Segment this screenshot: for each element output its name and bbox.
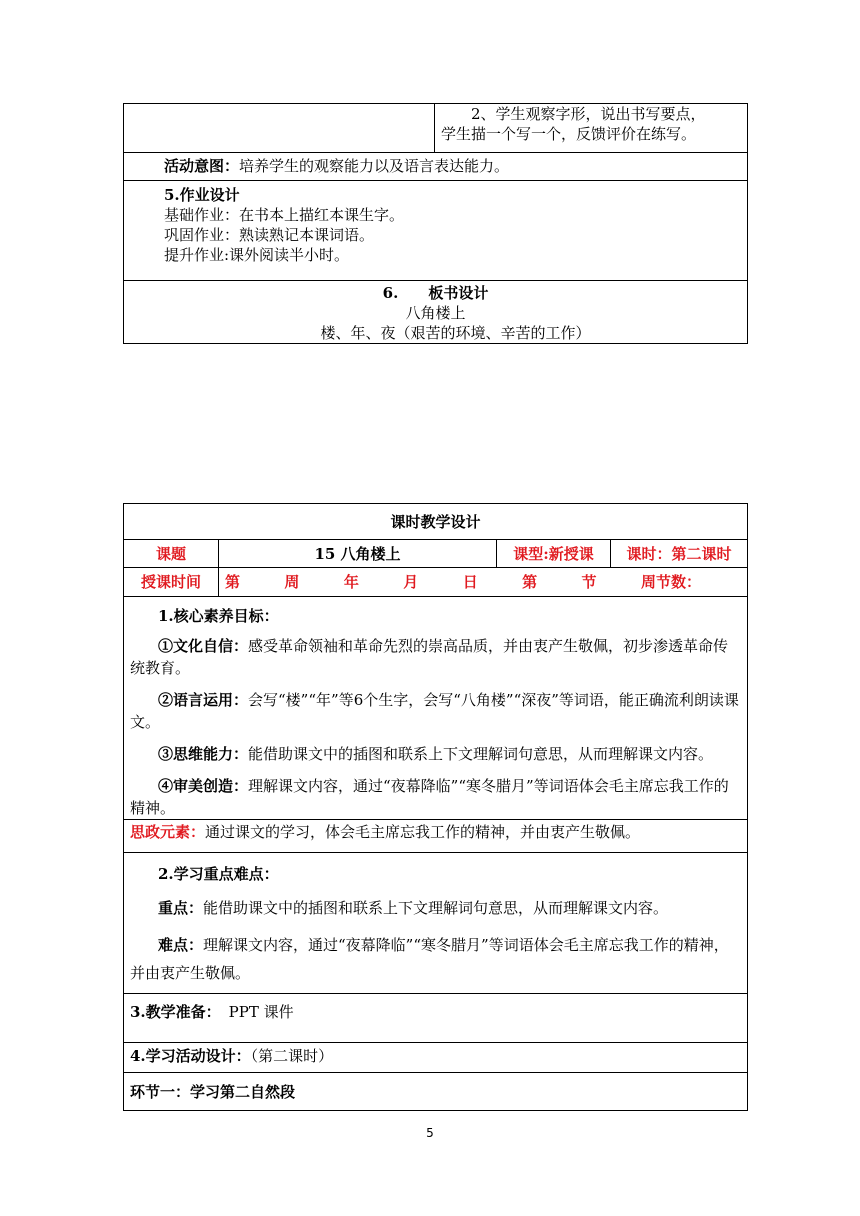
topic-label: 课题 <box>124 540 219 568</box>
objective-label: ③思维能力： <box>158 745 249 763</box>
board-number: 6. <box>382 284 399 302</box>
ideology-label: 思政元素： <box>130 823 206 841</box>
empty-cell <box>124 104 435 153</box>
objective-item <box>130 689 741 733</box>
key-points-section <box>124 853 748 994</box>
difficulty-point <box>130 931 741 987</box>
focus-point <box>130 897 741 919</box>
board-design-title <box>130 283 741 303</box>
difficulty-text: 理解课文内容，通过“夜幕降临”“寒冬腊月”等词语体会毛主席忘我工作的精神，并由衷产生敬佩。 <box>130 936 729 982</box>
board-line1: 八角楼上 <box>405 304 466 322</box>
week-prefix: 第 <box>225 573 241 591</box>
step-line: 学生描一个写一个，反馈评价在练写。 <box>441 125 697 143</box>
lesson-plan-title: 课时教学设计 <box>124 504 748 540</box>
difficulty-label: 难点： <box>158 936 204 954</box>
focus-label: 重点： <box>158 899 204 917</box>
objective-label: ①文化自信： <box>158 637 249 655</box>
time-label: 授课时间 <box>124 568 219 597</box>
section-one: 环节一：学习第二自然段 <box>124 1073 748 1111</box>
prep-section <box>124 994 748 1043</box>
topic-value: 15 八角楼上 <box>219 540 497 568</box>
week-label: 周 <box>284 573 300 591</box>
lesson-period: 课时：第二课时 <box>611 540 748 568</box>
objective-text: 感受革命领袖和革命先烈的崇高品质，并由衷产生敬佩，初步渗透革命传统教育。 <box>130 637 729 677</box>
section-prefix: 第 <box>522 573 538 591</box>
ideology-text: 通过课文的学习，体会毛主席忘我工作的精神，并由衷产生敬佩。 <box>205 823 641 841</box>
day-label: 日 <box>462 573 478 591</box>
homework-title: 5.作业设计 <box>164 186 240 204</box>
activity-step-cell <box>435 104 748 153</box>
homework-consolidate: 巩固作业：熟读熟记本课词语。 <box>164 226 375 244</box>
time-fields <box>219 568 748 597</box>
objective-item <box>130 775 741 819</box>
objective-text: 理解课文内容，通过“夜幕降临”“寒冬腊月”等词语体会毛主席忘我工作的精神。 <box>130 777 729 817</box>
activity-design-section <box>124 1043 748 1073</box>
key-points-title: 2.学习重点难点： <box>158 865 279 883</box>
board-line2: 楼、年、夜（艰苦的环境、辛苦的工作） <box>320 324 591 342</box>
previous-lesson-table <box>123 103 748 344</box>
page-number: 5 <box>426 1126 434 1140</box>
objective-item <box>130 743 741 765</box>
objective-text: 会写“楼”“年”等6个生字，会写“八角楼”“深夜”等词语，能正确流利朗读课文。 <box>130 691 739 731</box>
section-label: 节 <box>581 573 597 591</box>
lesson-plan-table <box>123 503 748 1111</box>
focus-text: 能借助课文中的插图和联系上下文理解词句意思，从而理解课文内容。 <box>203 899 669 917</box>
prep-text: PPT 课件 <box>228 1003 294 1021</box>
month-label: 月 <box>403 573 419 591</box>
weekly-count-label: 周节数： <box>640 573 701 591</box>
lesson-type: 课型:新授课 <box>497 540 611 568</box>
objectives-section <box>124 597 748 820</box>
activity-intent <box>124 153 748 181</box>
year-label: 年 <box>343 573 359 591</box>
intent-text: 培养学生的观察能力以及语言表达能力。 <box>239 157 510 175</box>
activity-text: （第二课时） <box>250 1047 334 1065</box>
ideology-section <box>124 820 748 853</box>
objectives-title: 1.核心素养目标： <box>158 607 279 625</box>
activity-label: 4.学习活动设计： <box>130 1047 251 1065</box>
step-line: 2、学生观察字形，说出书写要点， <box>471 105 706 123</box>
objective-text: 能借助课文中的插图和联系上下文理解词句意思，从而理解课文内容。 <box>248 745 714 763</box>
intent-label: 活动意图： <box>164 157 240 175</box>
objective-label: ④审美创造： <box>158 777 249 795</box>
prep-label: 3.教学准备： <box>130 1003 221 1021</box>
homework-improve: 提升作业:课外阅读半小时。 <box>164 246 350 264</box>
homework-basic: 基础作业：在书本上描红本课生字。 <box>164 206 405 224</box>
homework-section <box>124 181 748 281</box>
board-design-section <box>124 281 748 344</box>
objective-label: ②语言运用： <box>158 691 249 709</box>
objective-item <box>130 635 741 679</box>
board-title: 板书设计 <box>428 284 489 302</box>
